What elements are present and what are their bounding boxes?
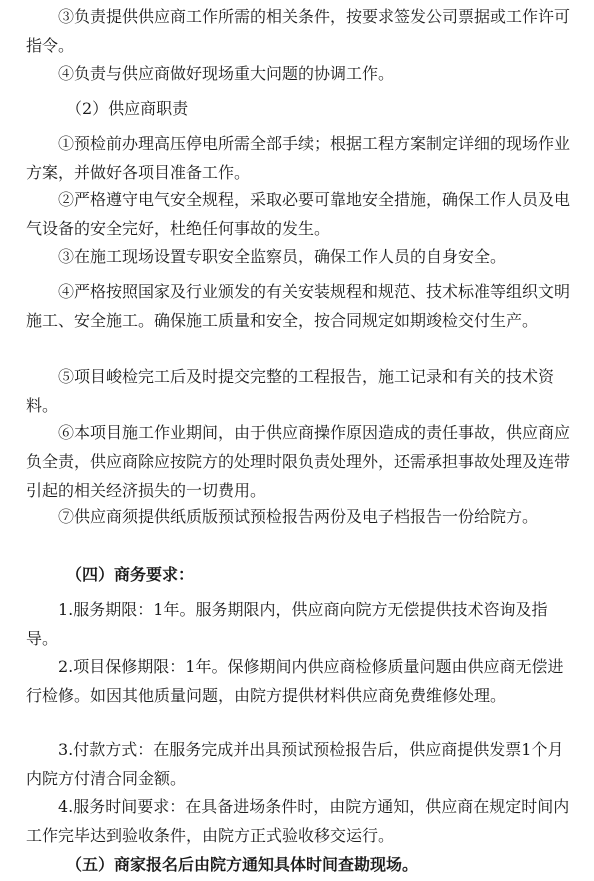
paragraph-supplier-duty-7: ⑦供应商须提供纸质版预试预检报告两份及电子档报告一份给院方。	[58, 507, 539, 526]
paragraph-purchaser-duty-4: ④负责与供应商做好现场重大问题的协调工作。	[58, 64, 395, 83]
paragraph-service-time: 4.服务时间要求：在具备进场条件时，由院方通知，供应商在规定时间内工作完毕达到验收条件，由院方正式验收移交运行。	[26, 797, 570, 845]
paragraph-warranty-period: 2.项目保修期限：1年。保修期间内供应商检修质量问题由供应商无偿进行检修。如因其他质量问题，由院方提供材料供应商免费维修处理。	[26, 657, 564, 705]
paragraph-supplier-duty-6: ⑥本项目施工作业期间，由于供应商操作原因造成的责任事故，供应商应负全责，供应商除应按院方的处理时限负责处理外，还需承担事故处理及连带引起的相关经济损失的一切费用。	[26, 423, 571, 500]
heading-site-survey: （五）商家报名后由院方通知具体时间查勘现场。	[66, 855, 419, 874]
paragraph-supplier-duty-4: ④严格按照国家及行业颁发的有关安装规程和规范、技术标准等组织文明施工、安全施工。确保施工质量和安全，按合同规定如期竣检交付生产。	[26, 282, 571, 330]
paragraph-supplier-duty-1: ①预检前办理高压停电所需全部手续；根据工程方案制定详细的现场作业方案，并做好各项目准备工作。	[26, 134, 571, 182]
paragraph-supplier-duty-5: ⑤项目峻检完工后及时提交完整的工程报告，施工记录和有关的技术资料。	[26, 367, 555, 415]
heading-business-requirements: （四）商务要求：	[66, 565, 195, 584]
paragraph-supplier-duty-2: ②严格遵守电气安全规程，采取必要可靠地安全措施，确保工作人员及电气设备的安全完好，杜绝任何事故的发生。	[26, 190, 571, 238]
paragraph-payment-terms: 3.付款方式：在服务完成并出具预试预检报告后，供应商提供发票1个月内院方付清合同金额。	[26, 740, 564, 788]
paragraph-service-period: 1.服务期限：1年。服务期限内，供应商向院方无偿提供技术咨询及指导。	[26, 600, 548, 648]
paragraph-purchaser-duty-3: ③负责提供供应商工作所需的相关条件，按要求签发公司票据或工作许可指令。	[26, 7, 571, 55]
paragraph-supplier-duty-3: ③在施工现场设置专职安全监察员，确保工作人员的自身安全。	[58, 247, 507, 266]
heading-supplier-duties: （2）供应商职责	[66, 99, 189, 118]
